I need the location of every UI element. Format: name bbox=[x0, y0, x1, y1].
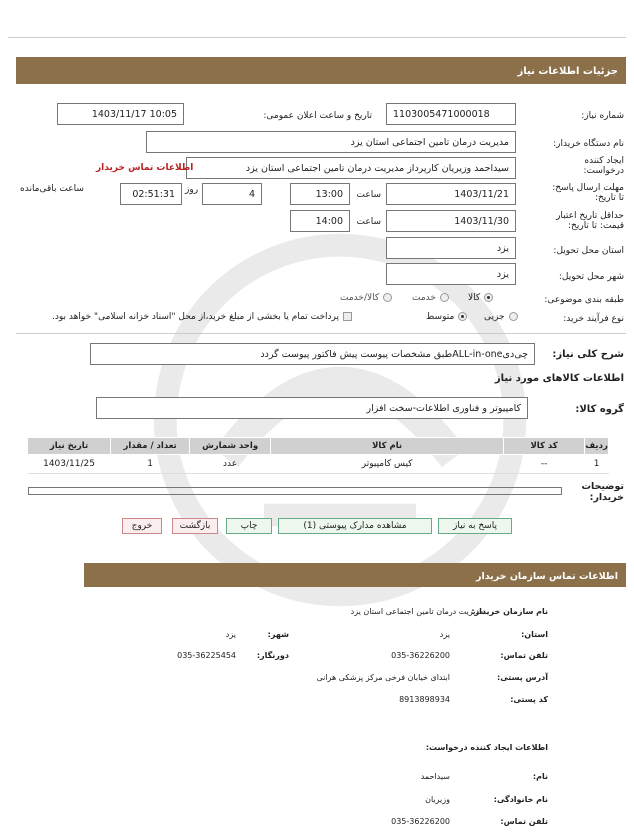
radio-icon[interactable] bbox=[458, 312, 467, 321]
need-number-field: 1103005471000018 bbox=[386, 103, 516, 125]
radio-icon[interactable] bbox=[484, 293, 493, 302]
radio-icon[interactable] bbox=[509, 312, 518, 321]
cell-row: 1 bbox=[585, 455, 609, 474]
days-field: 4 bbox=[202, 183, 262, 205]
contact-city-label: شهر: bbox=[267, 630, 289, 639]
col-row: ردیف bbox=[585, 438, 609, 455]
reply-button[interactable]: پاسخ به نیاز bbox=[438, 518, 512, 534]
validity-time-label: ساعت bbox=[356, 217, 381, 227]
deadline-time-label: ساعت bbox=[356, 190, 381, 200]
creator-phone-value: 035-36226200 bbox=[391, 817, 450, 826]
days-label: روز bbox=[185, 185, 199, 195]
category-both-option[interactable]: کالا/خدمت bbox=[340, 293, 392, 303]
col-unit: واحد شمارش bbox=[190, 438, 271, 455]
creator-field: سیداحمد وزیریان کارپرداز مدیریت درمان تامین اجتماعی استان یزد bbox=[186, 157, 516, 179]
buyer-notes-field bbox=[28, 487, 562, 495]
validity-date-field: 1403/11/30 bbox=[386, 210, 516, 232]
print-button[interactable]: چاپ bbox=[226, 518, 272, 534]
goods-info-title: اطلاعات کالاهای مورد نیاز bbox=[494, 373, 624, 384]
purchase-minor-option[interactable]: جزیی bbox=[484, 312, 518, 322]
radio-icon[interactable] bbox=[440, 293, 449, 302]
goods-group-field: کامپیوتر و فناوری اطلاعات-سخت افزار bbox=[96, 397, 528, 419]
province-field: یزد bbox=[386, 237, 516, 259]
contact-address-value: ابتدای خیابان فرخی مرکز پزشکی هرانی bbox=[316, 673, 450, 682]
buyer-org-field: مدیریت درمان تامین اجتماعی استان یزد bbox=[146, 131, 516, 153]
buyer-org-label: نام دستگاه خریدار: bbox=[553, 139, 624, 149]
goods-group-label: گروه کالا: bbox=[575, 404, 624, 415]
exit-button[interactable]: خروج bbox=[122, 518, 162, 534]
creator-label: ایجاد کننده درخواست: bbox=[583, 156, 624, 176]
section-divider bbox=[16, 333, 626, 334]
items-table bbox=[27, 437, 609, 474]
col-code: کد کالا bbox=[504, 438, 585, 455]
attachments-button[interactable]: مشاهده مدارک پیوستی (1) bbox=[278, 518, 432, 534]
validity-time-field: 14:00 bbox=[290, 210, 350, 232]
buyer-notes-label: توضیحات خریدار: bbox=[581, 481, 624, 503]
province-label: استان محل تحویل: bbox=[553, 246, 624, 256]
announce-label: تاریخ و ساعت اعلان عمومی: bbox=[263, 111, 372, 121]
need-number-label: شماره نیاز: bbox=[581, 111, 624, 121]
city-field: یزد bbox=[386, 263, 516, 285]
contact-org-label: نام سازمان خریدار: bbox=[471, 607, 548, 616]
contact-province-value: یزد bbox=[439, 630, 450, 639]
purchase-type-label: نوع فرآیند خرید: bbox=[563, 314, 624, 324]
buyer-contact-link[interactable]: اطلاعات تماس خریدار bbox=[96, 163, 194, 173]
purchase-medium-option[interactable]: متوسط bbox=[426, 312, 467, 322]
creator-name-value: سیداحمد bbox=[420, 772, 450, 781]
contact-fax-label: دورنگار: bbox=[256, 651, 289, 660]
radio-icon[interactable] bbox=[383, 293, 392, 302]
cell-date: 1403/11/25 bbox=[28, 455, 111, 474]
contact-org-value: مدیریت درمان تامین اجتماعی استان یزد bbox=[350, 607, 484, 616]
creator-phone-label: تلفن تماس: bbox=[500, 817, 548, 826]
category-label: طبقه بندی موضوعی: bbox=[544, 295, 624, 305]
contact-section-title: اطلاعات تماس سازمان خریدار bbox=[84, 563, 626, 587]
page-title: جزئیات اطلاعات نیاز bbox=[16, 57, 626, 84]
checkbox-icon[interactable] bbox=[343, 312, 352, 321]
contact-phone-label: تلفن تماس: bbox=[500, 651, 548, 660]
contact-province-label: استان: bbox=[521, 630, 548, 639]
contact-fax-value: 035-36225454 bbox=[177, 651, 236, 660]
contact-phone-value: 035-36226200 bbox=[391, 651, 450, 660]
creator-info-title: اطلاعات ایجاد کننده درخواست: bbox=[425, 743, 548, 752]
table-header-row bbox=[28, 438, 609, 455]
cell-code: -- bbox=[504, 455, 585, 474]
contact-address-label: آدرس پستی: bbox=[497, 673, 548, 682]
treasury-payment-checkbox[interactable]: پرداخت تمام یا بخشی از مبلغ خرید،از محل "اسناد خزانه اسلامی" خواهد بود. bbox=[52, 312, 352, 322]
col-qty: تعداد / مقدار bbox=[111, 438, 190, 455]
creator-family-label: نام خانوادگی: bbox=[493, 795, 548, 804]
col-date: تاریخ نیاز bbox=[28, 438, 111, 455]
cell-qty: 1 bbox=[111, 455, 190, 474]
summary-field: چی‌دیALL-in-oneطبق مشخصات پیوست پیش فاکتور پیوست گردد bbox=[90, 343, 535, 365]
summary-label: شرح کلی نیاز: bbox=[552, 349, 624, 360]
announce-field: 1403/11/17 10:05 bbox=[57, 103, 184, 125]
cell-unit: عدد bbox=[190, 455, 271, 474]
cell-name: کیس کامپیوتر bbox=[271, 455, 504, 474]
top-divider bbox=[8, 37, 626, 38]
remaining-field: 02:51:31 bbox=[120, 183, 182, 205]
category-goods-option[interactable]: کالا bbox=[468, 293, 493, 303]
deadline-time-field: 13:00 bbox=[290, 183, 350, 205]
city-label: شهر محل تحویل: bbox=[558, 272, 624, 282]
deadline-date-field: 1403/11/21 bbox=[386, 183, 516, 205]
table-row[interactable] bbox=[28, 455, 609, 474]
creator-name-label: نام: bbox=[532, 772, 548, 781]
col-name: نام کالا bbox=[271, 438, 504, 455]
watermark-logo bbox=[150, 230, 530, 610]
contact-postal-value: 8913898934 bbox=[399, 695, 450, 704]
creator-family-value: وزیریان bbox=[425, 795, 450, 804]
remaining-label: ساعت باقی‌مانده bbox=[20, 184, 84, 194]
contact-postal-label: کد پستی: bbox=[510, 695, 548, 704]
contact-city-value: یزد bbox=[225, 630, 236, 639]
category-service-option[interactable]: خدمت bbox=[412, 293, 449, 303]
back-button[interactable]: بازگشت bbox=[172, 518, 218, 534]
deadline-label: مهلت ارسال پاسخ: تا تاریخ: bbox=[552, 183, 624, 203]
validity-label: حداقل تاریخ اعتبار قیمت: تا تاریخ: bbox=[556, 211, 624, 231]
